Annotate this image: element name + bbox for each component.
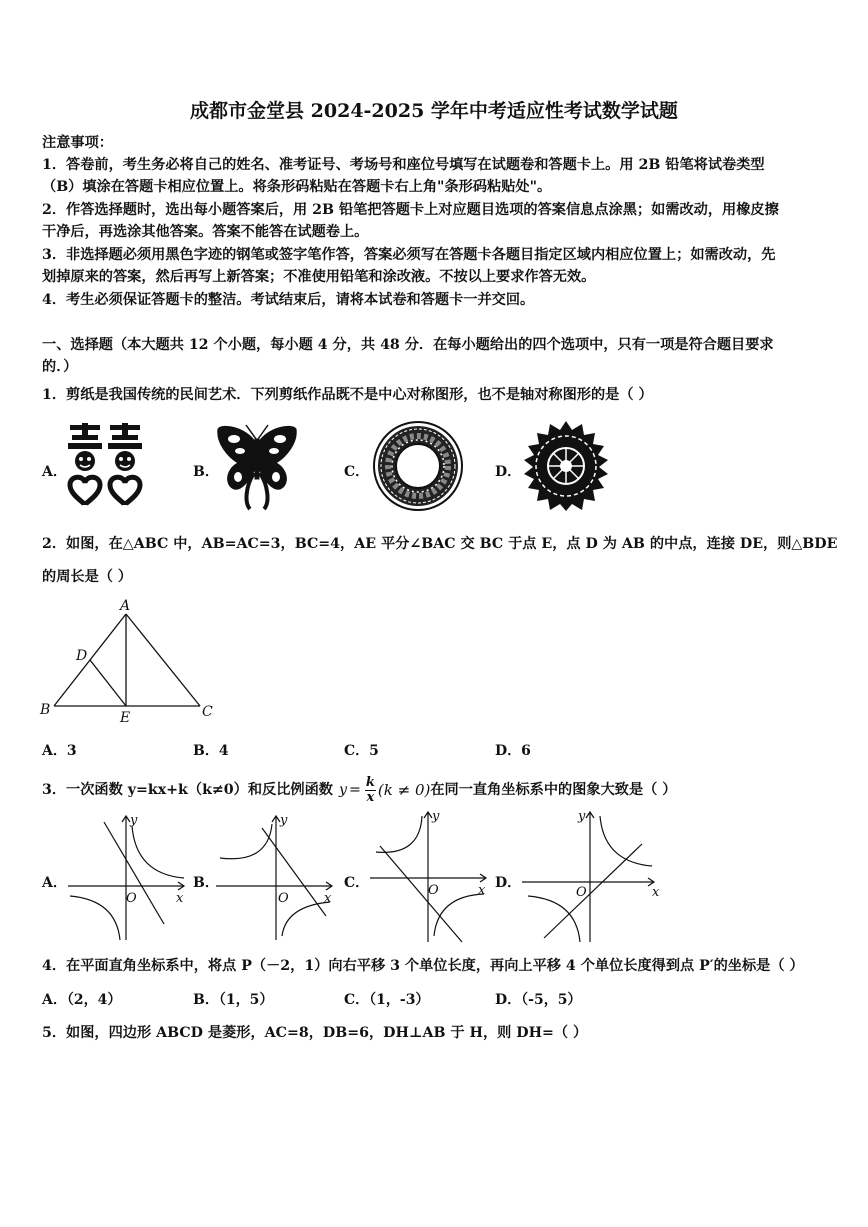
point-e-label: E xyxy=(120,710,131,726)
point-c-label: C xyxy=(202,704,213,720)
q3-graph-d xyxy=(518,806,668,946)
origin-label: O xyxy=(576,885,587,900)
notice-line: 4．考生必须保证答题卡的整洁。考试结束后，请将本试卷和答题卡一并交回。 xyxy=(42,292,535,308)
y-axis-label: y xyxy=(130,813,138,828)
circular-ring-papercut-image xyxy=(372,420,464,512)
notice-line: 1．答卷前，考生务必将自己的姓名、准考证号、考场号和座位号填写在试题卷和答题卡上。用 2B 铅笔将试卷类型 xyxy=(42,157,765,173)
x-axis-label: x xyxy=(324,891,332,906)
origin-label: O xyxy=(428,883,439,898)
q3-stem-pre: 3．一次函数 y=kx+k（k≠0）和反比例函数 xyxy=(42,782,333,798)
q1-option-a-label: A． xyxy=(42,464,67,480)
q2-option-a: A．3 xyxy=(42,743,77,759)
butterfly-papercut-image xyxy=(216,423,298,511)
x-axis-label: x xyxy=(478,883,486,898)
y-axis-label: y xyxy=(280,813,288,828)
point-a-label: A xyxy=(120,598,131,614)
q3-graph-c xyxy=(366,806,496,946)
formula-numerator: k xyxy=(365,774,375,790)
formula-y: y xyxy=(338,782,347,798)
notice-line: 划掉原来的答案，然后再写上新答案；不准使用铅笔和涂改液。不按以上要求作答无效。 xyxy=(42,269,596,285)
q3-option-c-label: C． xyxy=(344,875,370,891)
x-axis-label: x xyxy=(176,891,184,906)
x-axis-label: x xyxy=(652,885,660,900)
q4-option-b: B．（1，5） xyxy=(193,992,274,1008)
triangle-abc-figure xyxy=(36,598,226,728)
notice-line: 2．作答选择题时，选出每小题答案后，用 2B 铅笔把答题卡上对应题目选项的答案信息点涂黑；如需改动，用橡皮擦 xyxy=(42,202,779,218)
q4-option-a: A．（2，4） xyxy=(42,992,122,1008)
question-2-stem: 2．如图，在△ABC 中，AB=AC=3，BC=4，AE 平分∠BAC 交 BC 于点 E，点 D 为 AB 的中点，连接 DE，则△BDE xyxy=(42,536,838,552)
notice-heading: 注意事项： xyxy=(42,135,113,151)
question-5-stem: 5．如图，四边形 ABCD 是菱形，AC=8，DB=6，DH⊥AB 于 H，则 DH=（ ） xyxy=(42,1025,588,1041)
notice-line: （B）填涂在答题卡相应位置上。将条形码粘贴在答题卡右上角"条形码粘贴处"。 xyxy=(42,179,552,195)
point-b-label: B xyxy=(40,702,51,718)
section-heading-cont: 的．） xyxy=(42,359,78,375)
page-title: 成都市金堂县 2024-2025 学年中考适应性考试数学试题 xyxy=(190,100,678,122)
q1-option-b-label: B． xyxy=(193,464,219,480)
q1-option-d-label: D． xyxy=(495,464,522,480)
notice-line: 3．非选择题必须用黑色字迹的钢笔或签字笔作答，答案必须写在答题卡各题目指定区域内相应位置上；如需改动，先 xyxy=(42,247,776,263)
y-axis-label: y xyxy=(432,809,440,824)
origin-label: O xyxy=(126,891,137,906)
y-axis-label: y xyxy=(578,809,586,824)
question-1-stem: 1．剪纸是我国传统的民间艺术．下列剪纸作品既不是中心对称图形，也不是轴对称图形的是（ ） xyxy=(42,387,653,403)
question-2-stem-cont: 的周长是（ ） xyxy=(42,569,133,585)
question-4-stem: 4．在平面直角坐标系中，将点 P（－2，1）向右平移 3 个单位长度，再向上平移 4 个单位长度得到点 P′的坐标是（ ） xyxy=(42,958,804,974)
q4-option-c: C．（1，-3） xyxy=(344,992,430,1008)
origin-label: O xyxy=(278,891,289,906)
q3-option-d-label: D． xyxy=(495,875,522,891)
section-heading: 一、选择题（本大题共 12 个小题，每小题 4 分，共 48 分．在每小题给出的四个选项中，只有一项是符合题目要求 xyxy=(42,337,774,353)
notice-line: 干净后，再选涂其他答案。答案不能答在试题卷上。 xyxy=(42,224,369,240)
mandala-papercut-image xyxy=(520,420,612,512)
q2-option-b: B．4 xyxy=(193,743,229,759)
q2-option-d: D．6 xyxy=(495,743,531,759)
q3-graph-b xyxy=(212,812,342,944)
q2-option-c: C．5 xyxy=(344,743,379,759)
double-happiness-papercut-image xyxy=(66,423,146,509)
formula-equals: = xyxy=(349,782,361,798)
q1-option-c-label: C． xyxy=(344,464,370,480)
formula-condition: (k ≠ 0) xyxy=(377,781,431,799)
q3-option-b-label: B． xyxy=(193,875,219,891)
formula-denominator: x xyxy=(366,789,375,805)
q3-stem-post: 在同一直角坐标系中的图象大致是（ ） xyxy=(430,782,677,798)
q3-graph-a xyxy=(64,812,194,944)
point-d-label: D xyxy=(76,648,88,664)
q3-option-a-label: A． xyxy=(42,875,67,891)
formula-fraction xyxy=(365,776,376,805)
q4-option-d: D．（-5，5） xyxy=(495,992,582,1008)
question-3-stem xyxy=(42,772,677,808)
